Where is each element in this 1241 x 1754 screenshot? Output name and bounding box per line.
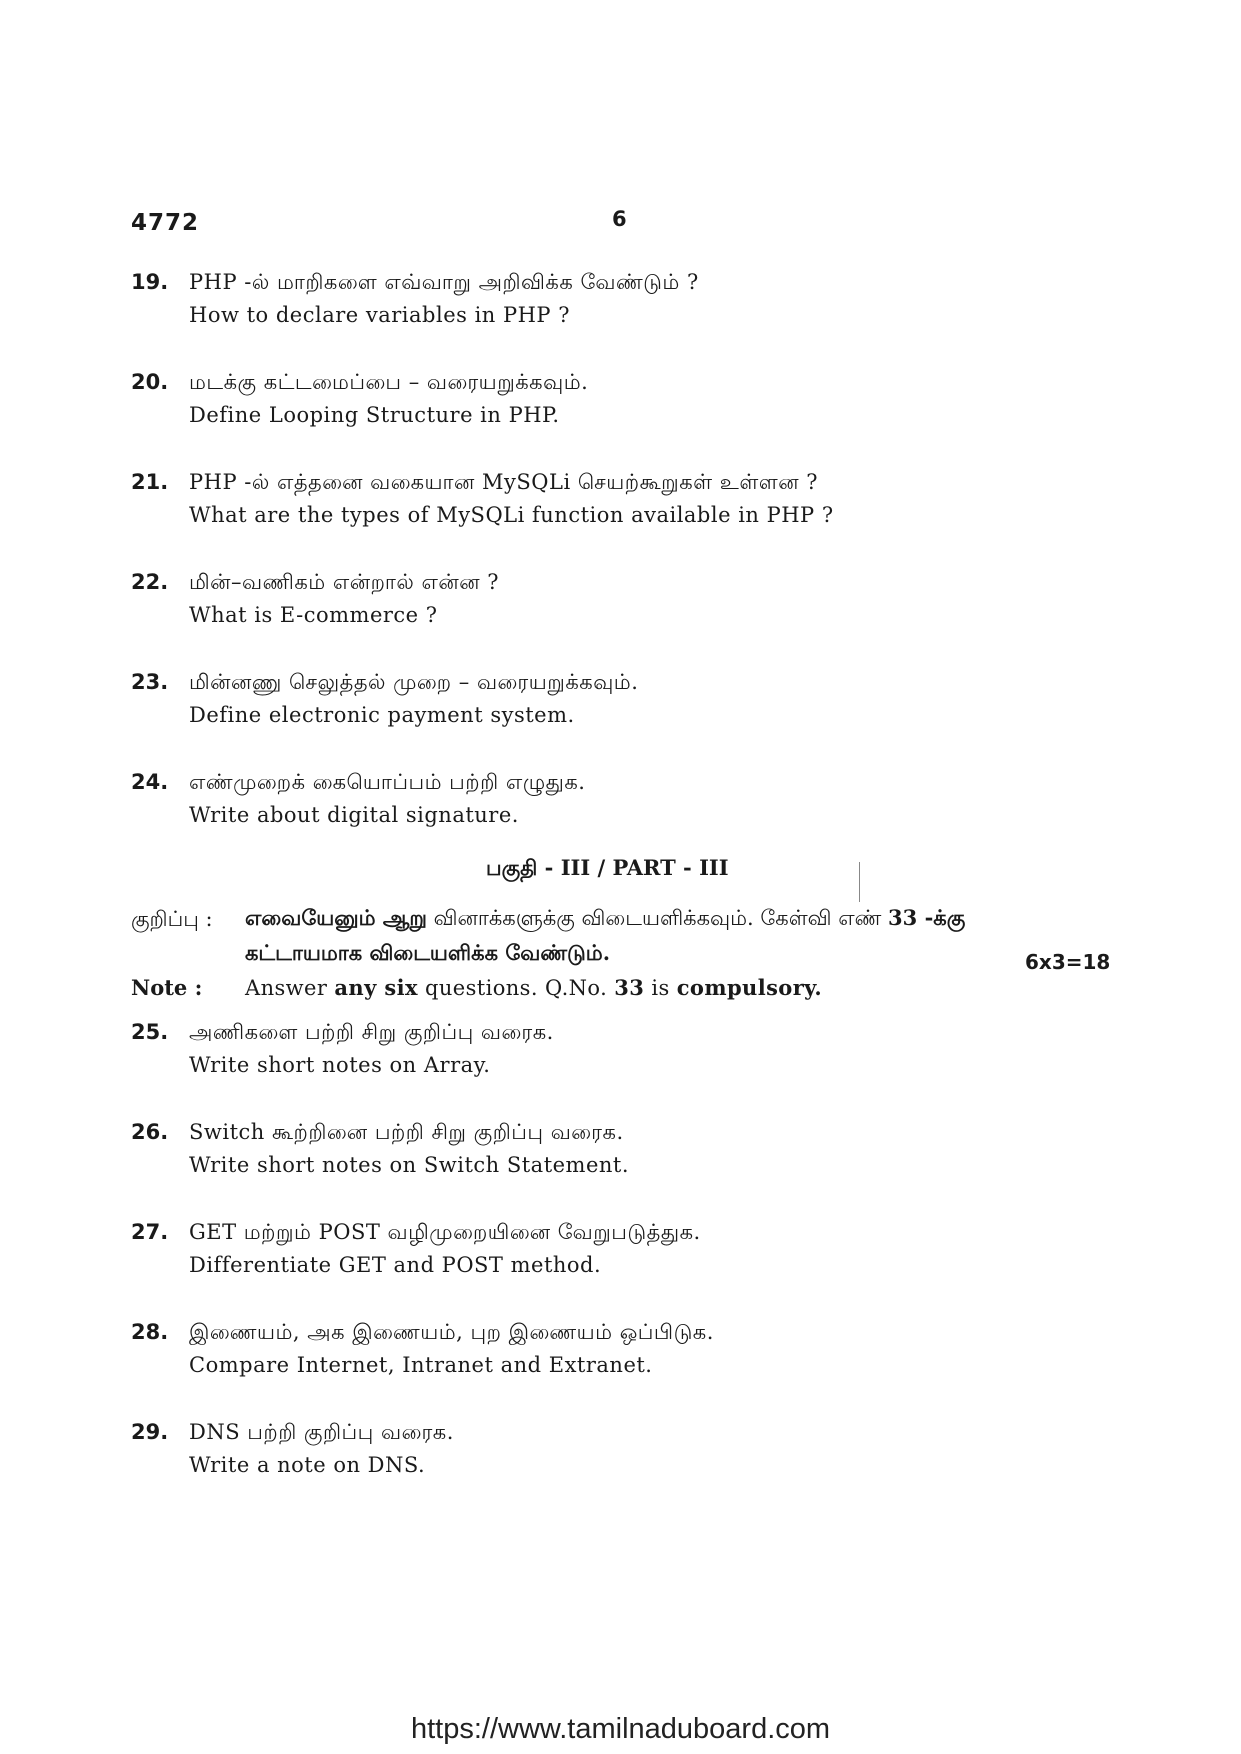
note-tamil-label: குறிப்பு : xyxy=(131,907,213,931)
question-tamil: மின்னணு செலுத்தல் முறை – வரையறுக்கவும். xyxy=(189,670,639,694)
paper-code: 4772 xyxy=(131,210,200,236)
question-number: 29. xyxy=(131,1420,169,1444)
question-english: Compare Internet, Intranet and Extranet. xyxy=(189,1353,653,1377)
question-english: Write a note on DNS. xyxy=(189,1453,426,1477)
note-english-part: is xyxy=(644,976,677,1000)
question-tamil: GET மற்றும் POST வழிமுறையினை வேறுபடுத்துக. xyxy=(189,1220,701,1244)
part-title: பகுதி - III / PART - III xyxy=(486,855,729,880)
note-tamil-line-1 xyxy=(245,905,965,933)
question-english: Write short notes on Switch Statement. xyxy=(189,1153,630,1177)
question-english: What is E-commerce ? xyxy=(189,603,438,627)
question-number: 20. xyxy=(131,370,169,394)
divider xyxy=(859,862,860,902)
question-tamil: இணையம், அக இணையம், புற இணையம் ஒப்பிடுக. xyxy=(189,1320,714,1344)
note-english-qno: 33 xyxy=(614,975,645,1000)
question-tamil: எண்முறைக் கையொப்பம் பற்றி எழுதுக. xyxy=(189,770,586,794)
note-tamil-suffix: -க்கு xyxy=(917,905,966,930)
note-tamil-line-2: கட்டாயமாக விடையளிக்க வேண்டும். xyxy=(245,940,611,965)
question-tamil: PHP -ல் மாறிகளை எவ்வாறு அறிவிக்க வேண்டும் ? xyxy=(189,270,699,294)
question-number: 21. xyxy=(131,470,169,494)
question-number: 19. xyxy=(131,270,169,294)
marks-allocation: 6x3=18 xyxy=(1025,950,1111,974)
question-tamil: PHP -ல் எத்தனை வகையான MySQLi செயற்கூறுகள் உள்ளன ? xyxy=(189,470,819,494)
question-english: Define electronic payment system. xyxy=(189,703,575,727)
question-number: 27. xyxy=(131,1220,169,1244)
question-tamil: Switch கூற்றினை பற்றி சிறு குறிப்பு வரைக. xyxy=(189,1120,624,1144)
question-english: Write short notes on Array. xyxy=(189,1053,491,1077)
footer-url: https://www.tamilnaduboard.com xyxy=(410,1713,831,1745)
question-tamil: மின்–வணிகம் என்றால் என்ன ? xyxy=(189,570,500,594)
page-number: 6 xyxy=(612,207,627,231)
question-number: 23. xyxy=(131,670,169,694)
question-number: 28. xyxy=(131,1320,169,1344)
note-tamil-text: வினாக்களுக்கு விடையளிக்கவும். கேள்வி எண் xyxy=(426,906,889,930)
note-english-part: Answer xyxy=(245,976,335,1000)
question-english: Differentiate GET and POST method. xyxy=(189,1253,602,1277)
question-english: What are the types of MySQLi function available in PHP ? xyxy=(189,503,834,527)
question-tamil: மடக்கு கட்டமைப்பை – வரையறுக்கவும். xyxy=(189,370,589,394)
note-english-emphasis: any six xyxy=(334,975,418,1000)
question-tamil: அணிகளை பற்றி சிறு குறிப்பு வரைக. xyxy=(189,1020,554,1044)
question-english: Define Looping Structure in PHP. xyxy=(189,403,560,427)
question-number: 24. xyxy=(131,770,169,794)
question-tamil: DNS பற்றி குறிப்பு வரைக. xyxy=(189,1420,454,1444)
note-english-label: Note : xyxy=(131,975,203,1000)
note-english xyxy=(245,975,822,1000)
question-number: 26. xyxy=(131,1120,169,1144)
note-english-compulsory: compulsory. xyxy=(676,975,823,1000)
note-tamil-emphasis: எவையேனும் ஆறு xyxy=(245,905,427,930)
question-english: Write about digital signature. xyxy=(189,803,519,827)
note-tamil-qno: 33 xyxy=(888,905,918,930)
question-english: How to declare variables in PHP ? xyxy=(189,303,570,327)
question-number: 25. xyxy=(131,1020,169,1044)
question-number: 22. xyxy=(131,570,169,594)
note-english-part: questions. Q.No. xyxy=(417,976,615,1000)
